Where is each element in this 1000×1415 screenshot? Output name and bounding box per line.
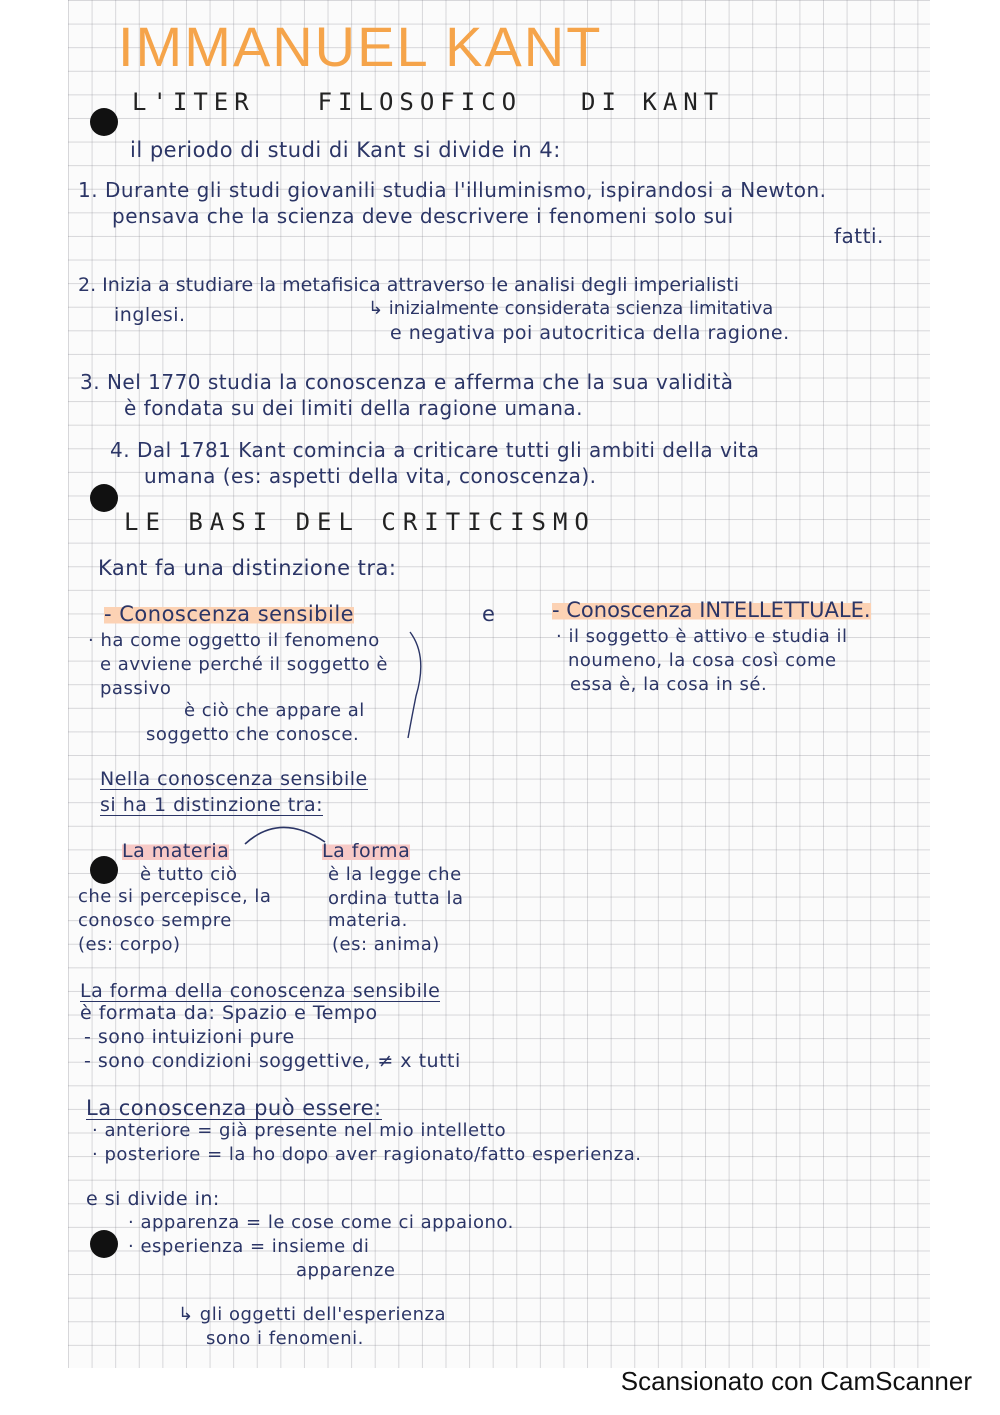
- item4-line2: umana (es: aspetti della vita, conoscenza).: [144, 464, 597, 488]
- forma-sensibile-line3: - sono intuizioni pure: [84, 1026, 295, 1048]
- materia-line3: conosco sempre: [78, 910, 232, 931]
- forma-line3: materia.: [328, 910, 408, 931]
- materia-line4: (es: corpo): [78, 934, 181, 955]
- nella-line2: si ha 1 distinzione tra:: [100, 794, 324, 816]
- intellectual-knowledge-title: - Conoscenza INTELLETTUALE.: [552, 598, 871, 622]
- divide-line4: apparenze: [296, 1260, 396, 1281]
- sensible-line1: · ha come oggetto il fenomeno: [88, 630, 380, 651]
- sensible-line4: è ciò che appare al: [184, 700, 365, 721]
- divide-line2: · apparenza = le cose come ci appaiono.: [128, 1212, 514, 1233]
- materia-line1: è tutto ciò: [140, 864, 238, 885]
- materia-title: La materia: [122, 840, 230, 862]
- forma-line1: è la legge che: [328, 864, 462, 885]
- item2-line2b: ↳ inizialmente considerata scienza limitativa: [368, 298, 774, 319]
- item1-line2: pensava che la scienza deve descrivere i fenomeni solo sui: [112, 204, 734, 228]
- forma-title: La forma: [322, 840, 411, 862]
- page-title: IMMANUEL KANT: [118, 15, 603, 78]
- divide-line5: ↳ gli oggetti dell'esperienza: [178, 1304, 446, 1325]
- sensible-line5: soggetto che conosce.: [146, 724, 360, 745]
- item1-line1: 1. Durante gli studi giovanili studia l'illuminismo, ispirandosi a Newton.: [78, 178, 827, 202]
- binder-hole: [90, 484, 118, 512]
- binder-hole: [90, 1230, 118, 1258]
- item4-line1: 4. Dal 1781 Kant comincia a criticare tutti gli ambiti della vita: [110, 438, 760, 462]
- conoscenza-puo-line3: · posteriore = la ho dopo aver ragionato/fatto esperienza.: [92, 1144, 642, 1165]
- intro-text: il periodo di studi di Kant si divide in 4:: [130, 138, 561, 162]
- divide-line6: sono i fenomeni.: [206, 1328, 364, 1349]
- forma-sensibile-line1: La forma della conoscenza sensibile: [80, 980, 441, 1002]
- intellectual-line1: · il soggetto è attivo e studia il: [556, 626, 848, 647]
- materia-line2: che si percepisce, la: [78, 886, 272, 907]
- section-heading-iter: L'ITER FILOSOFICO DI KANT: [132, 88, 725, 116]
- section-heading-criticismo: LE BASI DEL CRITICISMO: [124, 508, 596, 536]
- sensible-line2: e avviene perché il soggetto è: [100, 654, 388, 675]
- conoscenza-puo-line1: La conoscenza può essere:: [86, 1096, 382, 1120]
- intellectual-line3: essa è, la cosa in sé.: [570, 674, 768, 695]
- item2-line1: 2. Inizia a studiare la metafisica attraverso le analisi degli imperialisti: [78, 274, 740, 296]
- bracket-connector: [406, 626, 432, 744]
- item1-line3: fatti.: [834, 224, 884, 248]
- sensible-knowledge-title: - Conoscenza sensibile: [104, 602, 355, 626]
- intellectual-line2: noumeno, la cosa così come: [568, 650, 837, 671]
- forma-line2: ordina tutta la: [328, 888, 464, 909]
- and-word: e: [482, 602, 496, 626]
- binder-hole: [90, 108, 118, 136]
- binder-hole: [90, 856, 118, 884]
- forma-sensibile-line4: - sono condizioni soggettive, ≠ x tutti: [84, 1050, 461, 1072]
- item3-line1: 3. Nel 1770 studia la conoscenza e afferma che la sua validità: [80, 370, 734, 394]
- forma-sensibile-line2: è formata da: Spazio e Tempo: [80, 1002, 378, 1024]
- distinction-intro: Kant fa una distinzione tra:: [98, 556, 397, 580]
- branch-connector: [240, 818, 330, 848]
- conoscenza-puo-line2: · anteriore = già presente nel mio intelletto: [92, 1120, 507, 1141]
- divide-line1: e si divide in:: [86, 1188, 220, 1210]
- camscanner-watermark: Scansionato con CamScanner: [620, 1366, 972, 1396]
- forma-line4: (es: anima): [332, 934, 440, 955]
- item3-line2: è fondata su dei limiti della ragione umana.: [124, 396, 584, 420]
- item2-line2a: inglesi.: [114, 304, 186, 326]
- sensible-line3: passivo: [100, 678, 172, 699]
- divide-line3: · esperienza = insieme di: [128, 1236, 370, 1257]
- nella-line1: Nella conoscenza sensibile: [100, 768, 368, 790]
- item2-line3: e negativa poi autocritica della ragione.: [390, 322, 790, 344]
